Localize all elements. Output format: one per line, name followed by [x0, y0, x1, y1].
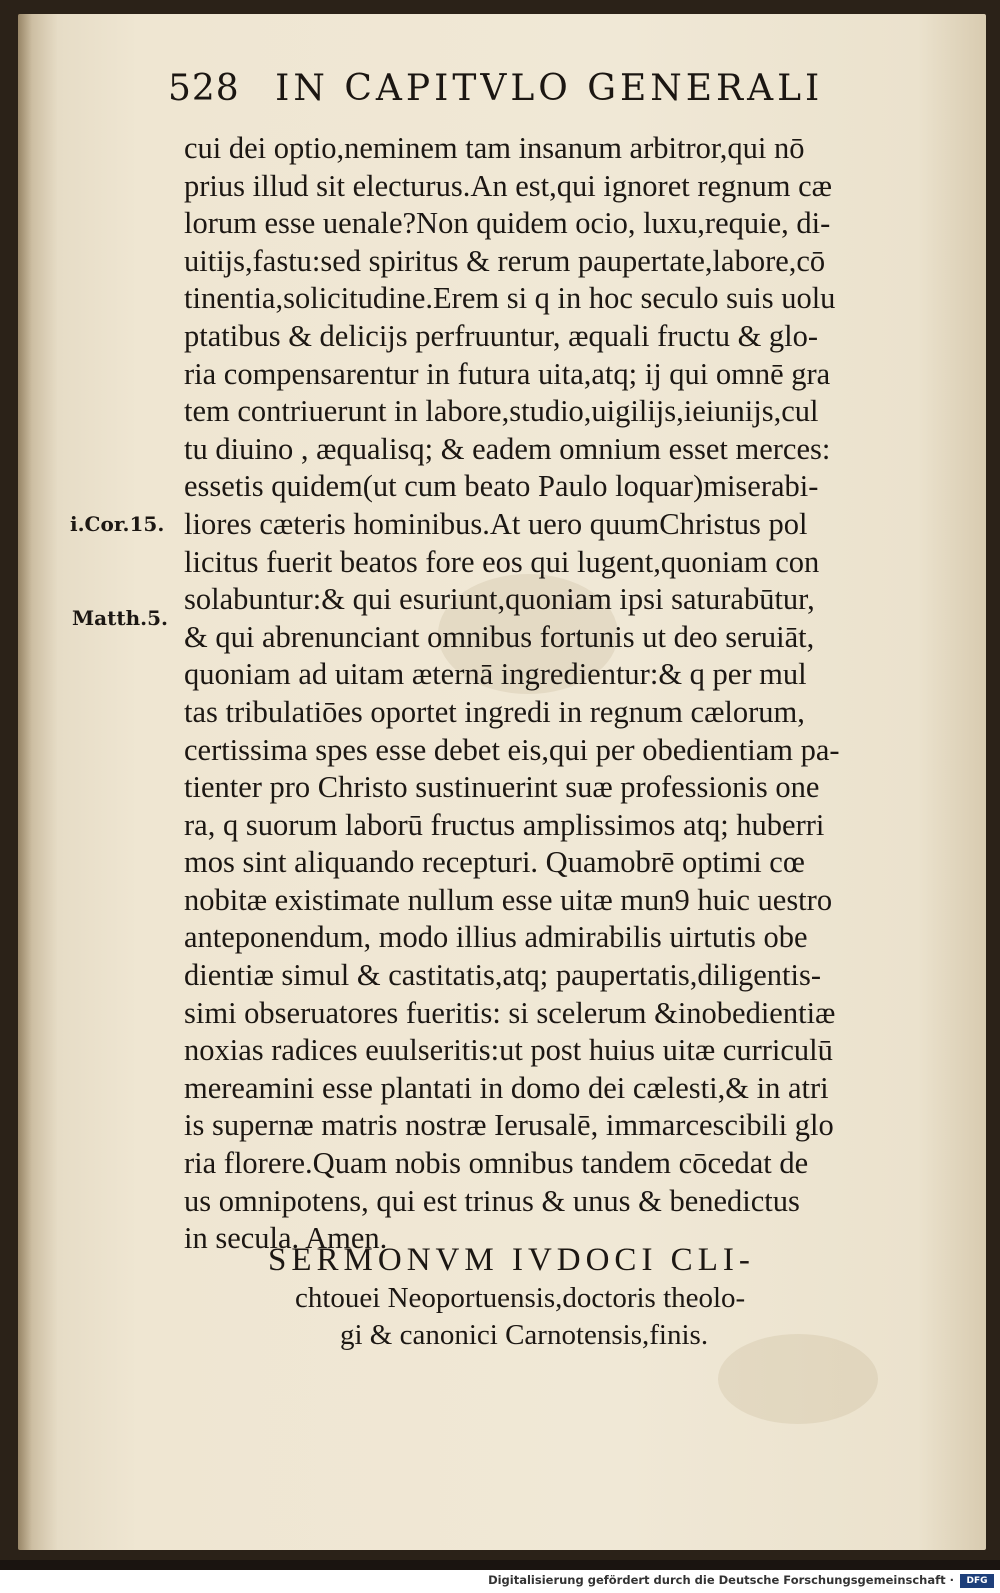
text-line: prius illud sit electurus.An est,qui ignoret regnum cæ — [184, 168, 833, 203]
text-line: essetis quidem(ut cum beato Paulo loquar)miserabi- — [184, 469, 819, 504]
text-line: lorum esse uenale?Non quidem ocio, luxu,requie, di- — [184, 206, 831, 241]
text-line: uitijs,fastu:sed spiritus & rerum paupertate,labore,cō — [184, 243, 826, 278]
running-title: IN CAPITVLO GENERALI — [275, 68, 824, 109]
running-head — [168, 68, 868, 109]
text-line: dientiæ simul & castitatis,atq; paupertatis,diligentis- — [184, 958, 822, 993]
text-line: nobitæ existimate nullum esse uitæ mun9 huic uestro — [184, 882, 833, 917]
text-line: solabuntur:& qui esuriunt,quoniam ipsi saturabūtur, — [184, 582, 815, 617]
text-line: tas tribulatiōes oportet ingredi in regnum cælorum, — [184, 694, 805, 729]
text-line: & qui abrenunciant omnibus fortunis ut deo seruiāt, — [184, 619, 815, 654]
colophon — [210, 1240, 910, 1354]
text-line: simi obseruatores fueritis: si scelerum &inobedientiæ — [184, 995, 836, 1030]
colophon-title: SERMONVM IVDOCI CLI- — [268, 1242, 755, 1278]
text-line: licitus fuerit beatos fore eos qui lugent,quoniam con — [184, 544, 820, 579]
text-line: us omnipotens, qui est trinus & unus & benedictus — [184, 1183, 800, 1218]
text-line: tem contriuerunt in labore,studio,uigilijs,ieiunijs,cul — [184, 394, 819, 429]
text-line: tinentia,solicitudine.Erem si q in hoc seculo suis uolu — [184, 281, 836, 316]
text-line: is supernæ matris nostræ Ierusalē, immarcescibili glo — [184, 1108, 834, 1143]
funding-credit: Digitalisierung gefördert durch die Deutsche Forschungsgemeinschaft · — [488, 1573, 954, 1587]
text-line: mereamini esse plantati in domo dei cælesti,& in atri — [184, 1070, 829, 1105]
text-line: tu diuino , æqualisq; & eadem omnium esset merces: — [184, 431, 831, 466]
margin-note-matthew: Matth.5. — [72, 606, 168, 630]
text-line: tienter pro Christo sustinuerint suæ professionis one — [184, 770, 820, 805]
text-line: quoniam ad uitam æternā ingredientur:& q per mul — [184, 657, 807, 692]
text-line: ra, q suorum laborū fructus amplissimos atq; huberri — [184, 807, 825, 842]
body-text — [184, 130, 914, 1258]
text-line: ria compensarentur in futura uita,atq; ij qui omnē gra — [184, 356, 831, 391]
text-line: cui dei optio,neminem tam insanum arbitror,qui nō — [184, 131, 805, 165]
page-number: 528 — [168, 68, 240, 109]
text-line: in secula. Amen. — [184, 1221, 388, 1256]
text-line: certissima spes esse debet eis,qui per obedientiam pa- — [184, 732, 840, 767]
footer-bar — [0, 1570, 1000, 1593]
colophon-line: chtouei Neoportuensis,doctoris theolo- — [295, 1282, 746, 1314]
colophon-line: gi & canonici Carnotensis,finis. — [340, 1319, 709, 1351]
text-line: ria florere.Quam nobis omnibus tandem cōcedat de — [184, 1146, 809, 1181]
text-line: liores cæteris hominibus.At uero quumChristus pol — [184, 506, 808, 541]
dfg-logo: DFG — [960, 1574, 994, 1588]
text-line: anteponendum, modo illius admirabilis uirtutis obe — [184, 920, 808, 955]
text-line: ptatibus & delicijs perfruuntur, æquali fructu & glo- — [184, 318, 819, 353]
text-line: mos sint aliquando recepturi. Quamobrē optimi cœ — [184, 845, 805, 880]
margin-note-corinthians: i.Cor.15. — [70, 512, 165, 536]
text-line: noxias radices euulseritis:ut post huius uitæ curriculū — [184, 1033, 833, 1068]
